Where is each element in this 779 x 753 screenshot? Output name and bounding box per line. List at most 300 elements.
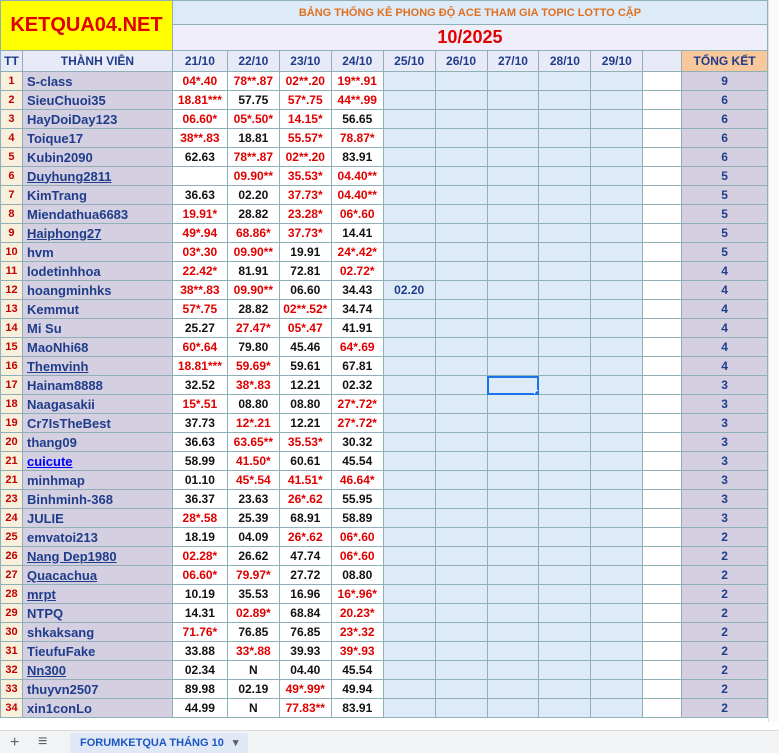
day-cell[interactable] <box>435 623 487 642</box>
member-name[interactable]: Cr7IsTheBest <box>22 414 172 433</box>
member-name[interactable]: Miendathua6683 <box>22 205 172 224</box>
gap-cell[interactable] <box>643 395 682 414</box>
header-total[interactable]: TỔNG KẾT <box>682 51 768 72</box>
day-cell[interactable] <box>487 414 539 433</box>
day-cell[interactable] <box>539 414 591 433</box>
day-cell[interactable]: 68.86* <box>227 224 279 243</box>
day-cell[interactable] <box>591 395 643 414</box>
day-cell[interactable] <box>383 414 435 433</box>
day-cell[interactable]: 14.15* <box>279 110 331 129</box>
day-cell[interactable]: 38**.83 <box>172 129 227 148</box>
row-number[interactable]: 24 <box>1 509 23 528</box>
day-cell[interactable] <box>487 148 539 167</box>
day-cell[interactable] <box>487 623 539 642</box>
day-cell[interactable] <box>591 243 643 262</box>
day-cell[interactable] <box>591 547 643 566</box>
day-cell[interactable] <box>383 243 435 262</box>
day-cell[interactable] <box>539 338 591 357</box>
day-cell[interactable]: 26*.62 <box>279 528 331 547</box>
day-cell[interactable]: 24*.42* <box>331 243 383 262</box>
day-cell[interactable]: 34.74 <box>331 300 383 319</box>
gap-cell[interactable] <box>643 224 682 243</box>
day-cell[interactable]: 47.74 <box>279 547 331 566</box>
day-cell[interactable] <box>383 547 435 566</box>
day-cell[interactable] <box>383 376 435 395</box>
day-cell[interactable]: 78**.87 <box>227 148 279 167</box>
day-cell[interactable]: 36.63 <box>172 186 227 205</box>
day-cell[interactable] <box>487 205 539 224</box>
gap-cell[interactable] <box>643 452 682 471</box>
day-cell[interactable] <box>383 471 435 490</box>
day-cell[interactable] <box>383 661 435 680</box>
day-cell[interactable] <box>539 699 591 718</box>
total-cell[interactable]: 3 <box>682 490 768 509</box>
day-cell[interactable] <box>591 414 643 433</box>
row-number[interactable]: 14 <box>1 319 23 338</box>
day-cell[interactable] <box>539 91 591 110</box>
day-cell[interactable]: 27.47* <box>227 319 279 338</box>
row-number[interactable]: 11 <box>1 262 23 281</box>
gap-cell[interactable] <box>643 167 682 186</box>
day-cell[interactable] <box>487 433 539 452</box>
day-cell[interactable]: 06.60* <box>172 110 227 129</box>
day-cell[interactable] <box>539 566 591 585</box>
day-cell[interactable]: 41.50* <box>227 452 279 471</box>
gap-cell[interactable] <box>643 528 682 547</box>
header-date[interactable]: 24/10 <box>331 51 383 72</box>
day-cell[interactable] <box>539 129 591 148</box>
total-cell[interactable]: 2 <box>682 566 768 585</box>
day-cell[interactable]: 64*.69 <box>331 338 383 357</box>
day-cell[interactable]: 35.53* <box>279 167 331 186</box>
day-cell[interactable] <box>539 509 591 528</box>
day-cell[interactable] <box>435 338 487 357</box>
total-cell[interactable]: 2 <box>682 680 768 699</box>
row-number[interactable]: 31 <box>1 642 23 661</box>
day-cell[interactable] <box>383 566 435 585</box>
day-cell[interactable]: 02.28* <box>172 547 227 566</box>
day-cell[interactable]: 30.32 <box>331 433 383 452</box>
total-cell[interactable]: 6 <box>682 91 768 110</box>
gap-cell[interactable] <box>643 129 682 148</box>
day-cell[interactable]: 26.62 <box>227 547 279 566</box>
total-cell[interactable]: 4 <box>682 300 768 319</box>
day-cell[interactable] <box>383 72 435 91</box>
day-cell[interactable]: 08.80 <box>227 395 279 414</box>
day-cell[interactable] <box>487 699 539 718</box>
member-name[interactable]: S-class <box>22 72 172 91</box>
day-cell[interactable] <box>383 585 435 604</box>
day-cell[interactable] <box>383 452 435 471</box>
day-cell[interactable]: 04.40** <box>331 186 383 205</box>
day-cell[interactable] <box>539 72 591 91</box>
day-cell[interactable] <box>435 528 487 547</box>
day-cell[interactable] <box>591 376 643 395</box>
day-cell[interactable] <box>435 262 487 281</box>
day-cell[interactable]: 44.99 <box>172 699 227 718</box>
member-name[interactable]: shkaksang <box>22 623 172 642</box>
day-cell[interactable] <box>435 72 487 91</box>
day-cell[interactable] <box>487 243 539 262</box>
header-member[interactable]: THÀNH VIÊN <box>22 51 172 72</box>
total-cell[interactable]: 4 <box>682 319 768 338</box>
header-gap-cell[interactable] <box>643 51 682 72</box>
day-cell[interactable]: N <box>227 699 279 718</box>
day-cell[interactable] <box>435 414 487 433</box>
day-cell[interactable] <box>383 357 435 376</box>
row-number[interactable]: 26 <box>1 547 23 566</box>
day-cell[interactable] <box>383 699 435 718</box>
day-cell[interactable]: 59.69* <box>227 357 279 376</box>
total-cell[interactable]: 6 <box>682 148 768 167</box>
day-cell[interactable]: 27*.72* <box>331 395 383 414</box>
member-name[interactable]: Nang Dep1980 <box>22 547 172 566</box>
day-cell[interactable] <box>435 91 487 110</box>
day-cell[interactable]: 02.72* <box>331 262 383 281</box>
day-cell[interactable] <box>383 528 435 547</box>
row-number[interactable]: 17 <box>1 376 23 395</box>
day-cell[interactable]: 25.27 <box>172 319 227 338</box>
row-number[interactable]: 6 <box>1 167 23 186</box>
day-cell[interactable]: 71.76* <box>172 623 227 642</box>
day-cell[interactable]: 45.54 <box>331 661 383 680</box>
day-cell[interactable] <box>383 433 435 452</box>
day-cell[interactable]: 12*.21 <box>227 414 279 433</box>
day-cell[interactable] <box>383 642 435 661</box>
day-cell[interactable] <box>383 300 435 319</box>
day-cell[interactable]: 79.97* <box>227 566 279 585</box>
day-cell[interactable]: 23.63 <box>227 490 279 509</box>
day-cell[interactable] <box>591 452 643 471</box>
day-cell[interactable]: 37.73* <box>279 224 331 243</box>
member-name[interactable]: Kemmut <box>22 300 172 319</box>
day-cell[interactable]: 57*.75 <box>279 91 331 110</box>
day-cell[interactable] <box>487 110 539 129</box>
day-cell[interactable] <box>487 604 539 623</box>
day-cell[interactable] <box>591 661 643 680</box>
vertical-scrollbar[interactable] <box>768 0 779 722</box>
row-number[interactable]: 12 <box>1 281 23 300</box>
day-cell[interactable]: 04*.40 <box>172 72 227 91</box>
day-cell[interactable]: 83.91 <box>331 148 383 167</box>
member-name[interactable]: minhmap <box>22 471 172 490</box>
day-cell[interactable]: 36.63 <box>172 433 227 452</box>
day-cell[interactable] <box>383 338 435 357</box>
gap-cell[interactable] <box>643 319 682 338</box>
row-number[interactable]: 1 <box>1 72 23 91</box>
row-number[interactable]: 32 <box>1 661 23 680</box>
day-cell[interactable] <box>487 338 539 357</box>
row-number[interactable]: 4 <box>1 129 23 148</box>
header-date[interactable]: 21/10 <box>172 51 227 72</box>
day-cell[interactable] <box>591 623 643 642</box>
row-number[interactable]: 27 <box>1 566 23 585</box>
day-cell[interactable]: 56.65 <box>331 110 383 129</box>
day-cell[interactable]: 18.81*** <box>172 357 227 376</box>
day-cell[interactable]: 23.28* <box>279 205 331 224</box>
total-cell[interactable]: 3 <box>682 395 768 414</box>
day-cell[interactable]: 57*.75 <box>172 300 227 319</box>
row-number[interactable]: 21 <box>1 452 23 471</box>
day-cell[interactable] <box>172 167 227 186</box>
day-cell[interactable]: 12.21 <box>279 376 331 395</box>
member-name[interactable]: JULIE <box>22 509 172 528</box>
day-cell[interactable] <box>435 281 487 300</box>
gap-cell[interactable] <box>643 376 682 395</box>
total-cell[interactable]: 6 <box>682 129 768 148</box>
row-number[interactable]: 21 <box>1 471 23 490</box>
day-cell[interactable]: 63.65** <box>227 433 279 452</box>
day-cell[interactable] <box>383 395 435 414</box>
day-cell[interactable]: 27.72 <box>279 566 331 585</box>
day-cell[interactable] <box>487 167 539 186</box>
day-cell[interactable]: 78.87* <box>331 129 383 148</box>
day-cell[interactable] <box>435 547 487 566</box>
day-cell[interactable] <box>383 262 435 281</box>
total-cell[interactable]: 3 <box>682 376 768 395</box>
day-cell[interactable] <box>487 224 539 243</box>
day-cell[interactable] <box>383 91 435 110</box>
gap-cell[interactable] <box>643 338 682 357</box>
member-name[interactable]: MaoNhi68 <box>22 338 172 357</box>
day-cell[interactable] <box>435 680 487 699</box>
total-cell[interactable]: 2 <box>682 699 768 718</box>
header-date[interactable]: 27/10 <box>487 51 539 72</box>
day-cell[interactable]: 28.82 <box>227 205 279 224</box>
day-cell[interactable] <box>383 623 435 642</box>
day-cell[interactable]: 05*.50* <box>227 110 279 129</box>
day-cell[interactable]: 14.41 <box>331 224 383 243</box>
day-cell[interactable] <box>591 528 643 547</box>
day-cell[interactable] <box>435 566 487 585</box>
header-date[interactable]: 23/10 <box>279 51 331 72</box>
total-cell[interactable]: 4 <box>682 357 768 376</box>
day-cell[interactable]: 09.90** <box>227 167 279 186</box>
day-cell[interactable] <box>591 262 643 281</box>
total-cell[interactable]: 2 <box>682 528 768 547</box>
day-cell[interactable] <box>435 357 487 376</box>
day-cell[interactable] <box>383 148 435 167</box>
day-cell[interactable]: 06*.60 <box>331 547 383 566</box>
day-cell[interactable]: 04.40 <box>279 661 331 680</box>
header-date[interactable]: 26/10 <box>435 51 487 72</box>
day-cell[interactable] <box>383 110 435 129</box>
day-cell[interactable] <box>539 243 591 262</box>
row-number[interactable]: 15 <box>1 338 23 357</box>
member-name[interactable]: hoangminhks <box>22 281 172 300</box>
gap-cell[interactable] <box>643 205 682 224</box>
day-cell[interactable]: 37.73* <box>279 186 331 205</box>
gap-cell[interactable] <box>643 110 682 129</box>
day-cell[interactable] <box>591 357 643 376</box>
day-cell[interactable] <box>435 205 487 224</box>
day-cell[interactable]: 19.91* <box>172 205 227 224</box>
gap-cell[interactable] <box>643 490 682 509</box>
day-cell[interactable]: 01.10 <box>172 471 227 490</box>
gap-cell[interactable] <box>643 566 682 585</box>
day-cell[interactable]: 04.40** <box>331 167 383 186</box>
day-cell[interactable] <box>591 72 643 91</box>
day-cell[interactable] <box>539 300 591 319</box>
day-cell[interactable] <box>487 642 539 661</box>
day-cell[interactable]: 35.53 <box>227 585 279 604</box>
day-cell[interactable] <box>539 110 591 129</box>
day-cell[interactable]: 72.81 <box>279 262 331 281</box>
day-cell[interactable] <box>591 148 643 167</box>
day-cell[interactable]: 16*.96* <box>331 585 383 604</box>
day-cell[interactable]: 79.80 <box>227 338 279 357</box>
day-cell[interactable]: 27*.72* <box>331 414 383 433</box>
member-name[interactable]: xin1conLo <box>22 699 172 718</box>
day-cell[interactable] <box>539 357 591 376</box>
row-number[interactable]: 28 <box>1 585 23 604</box>
day-cell[interactable] <box>383 490 435 509</box>
day-cell[interactable] <box>539 604 591 623</box>
total-cell[interactable]: 4 <box>682 262 768 281</box>
day-cell[interactable] <box>591 566 643 585</box>
member-name[interactable]: cuicute <box>22 452 172 471</box>
gap-cell[interactable] <box>643 433 682 452</box>
total-cell[interactable]: 2 <box>682 661 768 680</box>
day-cell[interactable] <box>591 205 643 224</box>
day-cell[interactable]: 35.53* <box>279 433 331 452</box>
day-cell[interactable] <box>539 490 591 509</box>
day-cell[interactable]: 02.20 <box>383 281 435 300</box>
day-cell[interactable] <box>383 205 435 224</box>
total-cell[interactable]: 5 <box>682 205 768 224</box>
day-cell[interactable]: 08.80 <box>279 395 331 414</box>
day-cell[interactable]: 44**.99 <box>331 91 383 110</box>
day-cell[interactable] <box>539 452 591 471</box>
day-cell[interactable]: 58.99 <box>172 452 227 471</box>
gap-cell[interactable] <box>643 91 682 110</box>
member-name[interactable]: Haiphong27 <box>22 224 172 243</box>
day-cell[interactable] <box>539 205 591 224</box>
selected-cell[interactable] <box>487 376 539 395</box>
day-cell[interactable] <box>435 642 487 661</box>
gap-cell[interactable] <box>643 471 682 490</box>
day-cell[interactable] <box>383 509 435 528</box>
day-cell[interactable] <box>487 528 539 547</box>
header-date[interactable]: 29/10 <box>591 51 643 72</box>
row-number[interactable]: 10 <box>1 243 23 262</box>
day-cell[interactable] <box>591 224 643 243</box>
gap-cell[interactable] <box>643 661 682 680</box>
day-cell[interactable] <box>435 110 487 129</box>
day-cell[interactable] <box>435 300 487 319</box>
row-number[interactable]: 19 <box>1 414 23 433</box>
gap-cell[interactable] <box>643 585 682 604</box>
day-cell[interactable] <box>539 395 591 414</box>
add-sheet-icon[interactable]: + <box>10 734 20 751</box>
day-cell[interactable]: 34.43 <box>331 281 383 300</box>
member-name[interactable]: Themvinh <box>22 357 172 376</box>
day-cell[interactable]: 33.88 <box>172 642 227 661</box>
day-cell[interactable] <box>435 129 487 148</box>
header-tt[interactable]: TT <box>1 51 23 72</box>
row-number[interactable]: 23 <box>1 490 23 509</box>
day-cell[interactable]: 20.23* <box>331 604 383 623</box>
member-name[interactable]: NTPQ <box>22 604 172 623</box>
row-number[interactable]: 3 <box>1 110 23 129</box>
day-cell[interactable]: 14.31 <box>172 604 227 623</box>
day-cell[interactable] <box>539 224 591 243</box>
day-cell[interactable]: 02.32 <box>331 376 383 395</box>
day-cell[interactable] <box>539 433 591 452</box>
day-cell[interactable]: 28.82 <box>227 300 279 319</box>
day-cell[interactable]: 12.21 <box>279 414 331 433</box>
day-cell[interactable]: 06.60 <box>279 281 331 300</box>
day-cell[interactable] <box>539 528 591 547</box>
site-logo[interactable]: KETQUA04.NET <box>1 1 173 51</box>
gap-cell[interactable] <box>643 604 682 623</box>
row-number[interactable]: 20 <box>1 433 23 452</box>
gap-cell[interactable] <box>643 281 682 300</box>
day-cell[interactable]: 09.90** <box>227 243 279 262</box>
total-cell[interactable]: 2 <box>682 604 768 623</box>
member-name[interactable]: Nn300 <box>22 661 172 680</box>
day-cell[interactable] <box>591 699 643 718</box>
day-cell[interactable] <box>539 319 591 338</box>
member-name[interactable]: Mi Su <box>22 319 172 338</box>
day-cell[interactable] <box>539 547 591 566</box>
day-cell[interactable] <box>591 509 643 528</box>
day-cell[interactable]: 02.89* <box>227 604 279 623</box>
day-cell[interactable]: 49*.94 <box>172 224 227 243</box>
row-number[interactable]: 33 <box>1 680 23 699</box>
day-cell[interactable]: 02.34 <box>172 661 227 680</box>
day-cell[interactable]: 68.91 <box>279 509 331 528</box>
day-cell[interactable] <box>435 319 487 338</box>
day-cell[interactable] <box>539 471 591 490</box>
day-cell[interactable] <box>487 566 539 585</box>
day-cell[interactable] <box>435 452 487 471</box>
day-cell[interactable] <box>487 91 539 110</box>
total-cell[interactable]: 2 <box>682 623 768 642</box>
member-name[interactable]: HayDoiDay123 <box>22 110 172 129</box>
day-cell[interactable]: 77.83** <box>279 699 331 718</box>
gap-cell[interactable] <box>643 509 682 528</box>
day-cell[interactable]: 38*.83 <box>227 376 279 395</box>
day-cell[interactable] <box>591 167 643 186</box>
day-cell[interactable]: 03*.30 <box>172 243 227 262</box>
total-cell[interactable]: 3 <box>682 452 768 471</box>
day-cell[interactable]: 16.96 <box>279 585 331 604</box>
header-date[interactable]: 28/10 <box>539 51 591 72</box>
member-name[interactable]: Kubin2090 <box>22 148 172 167</box>
day-cell[interactable] <box>591 91 643 110</box>
member-name[interactable]: thang09 <box>22 433 172 452</box>
day-cell[interactable] <box>435 699 487 718</box>
gap-cell[interactable] <box>643 699 682 718</box>
gap-cell[interactable] <box>643 547 682 566</box>
day-cell[interactable] <box>383 167 435 186</box>
day-cell[interactable] <box>539 262 591 281</box>
sheet-tab-active[interactable] <box>70 733 248 753</box>
day-cell[interactable]: 60.61 <box>279 452 331 471</box>
day-cell[interactable] <box>591 319 643 338</box>
day-cell[interactable] <box>435 509 487 528</box>
gap-cell[interactable] <box>643 148 682 167</box>
day-cell[interactable]: 57.75 <box>227 91 279 110</box>
gap-cell[interactable] <box>643 300 682 319</box>
day-cell[interactable] <box>487 680 539 699</box>
gap-cell[interactable] <box>643 642 682 661</box>
day-cell[interactable]: 19.91 <box>279 243 331 262</box>
day-cell[interactable] <box>487 262 539 281</box>
day-cell[interactable] <box>591 129 643 148</box>
row-number[interactable]: 30 <box>1 623 23 642</box>
